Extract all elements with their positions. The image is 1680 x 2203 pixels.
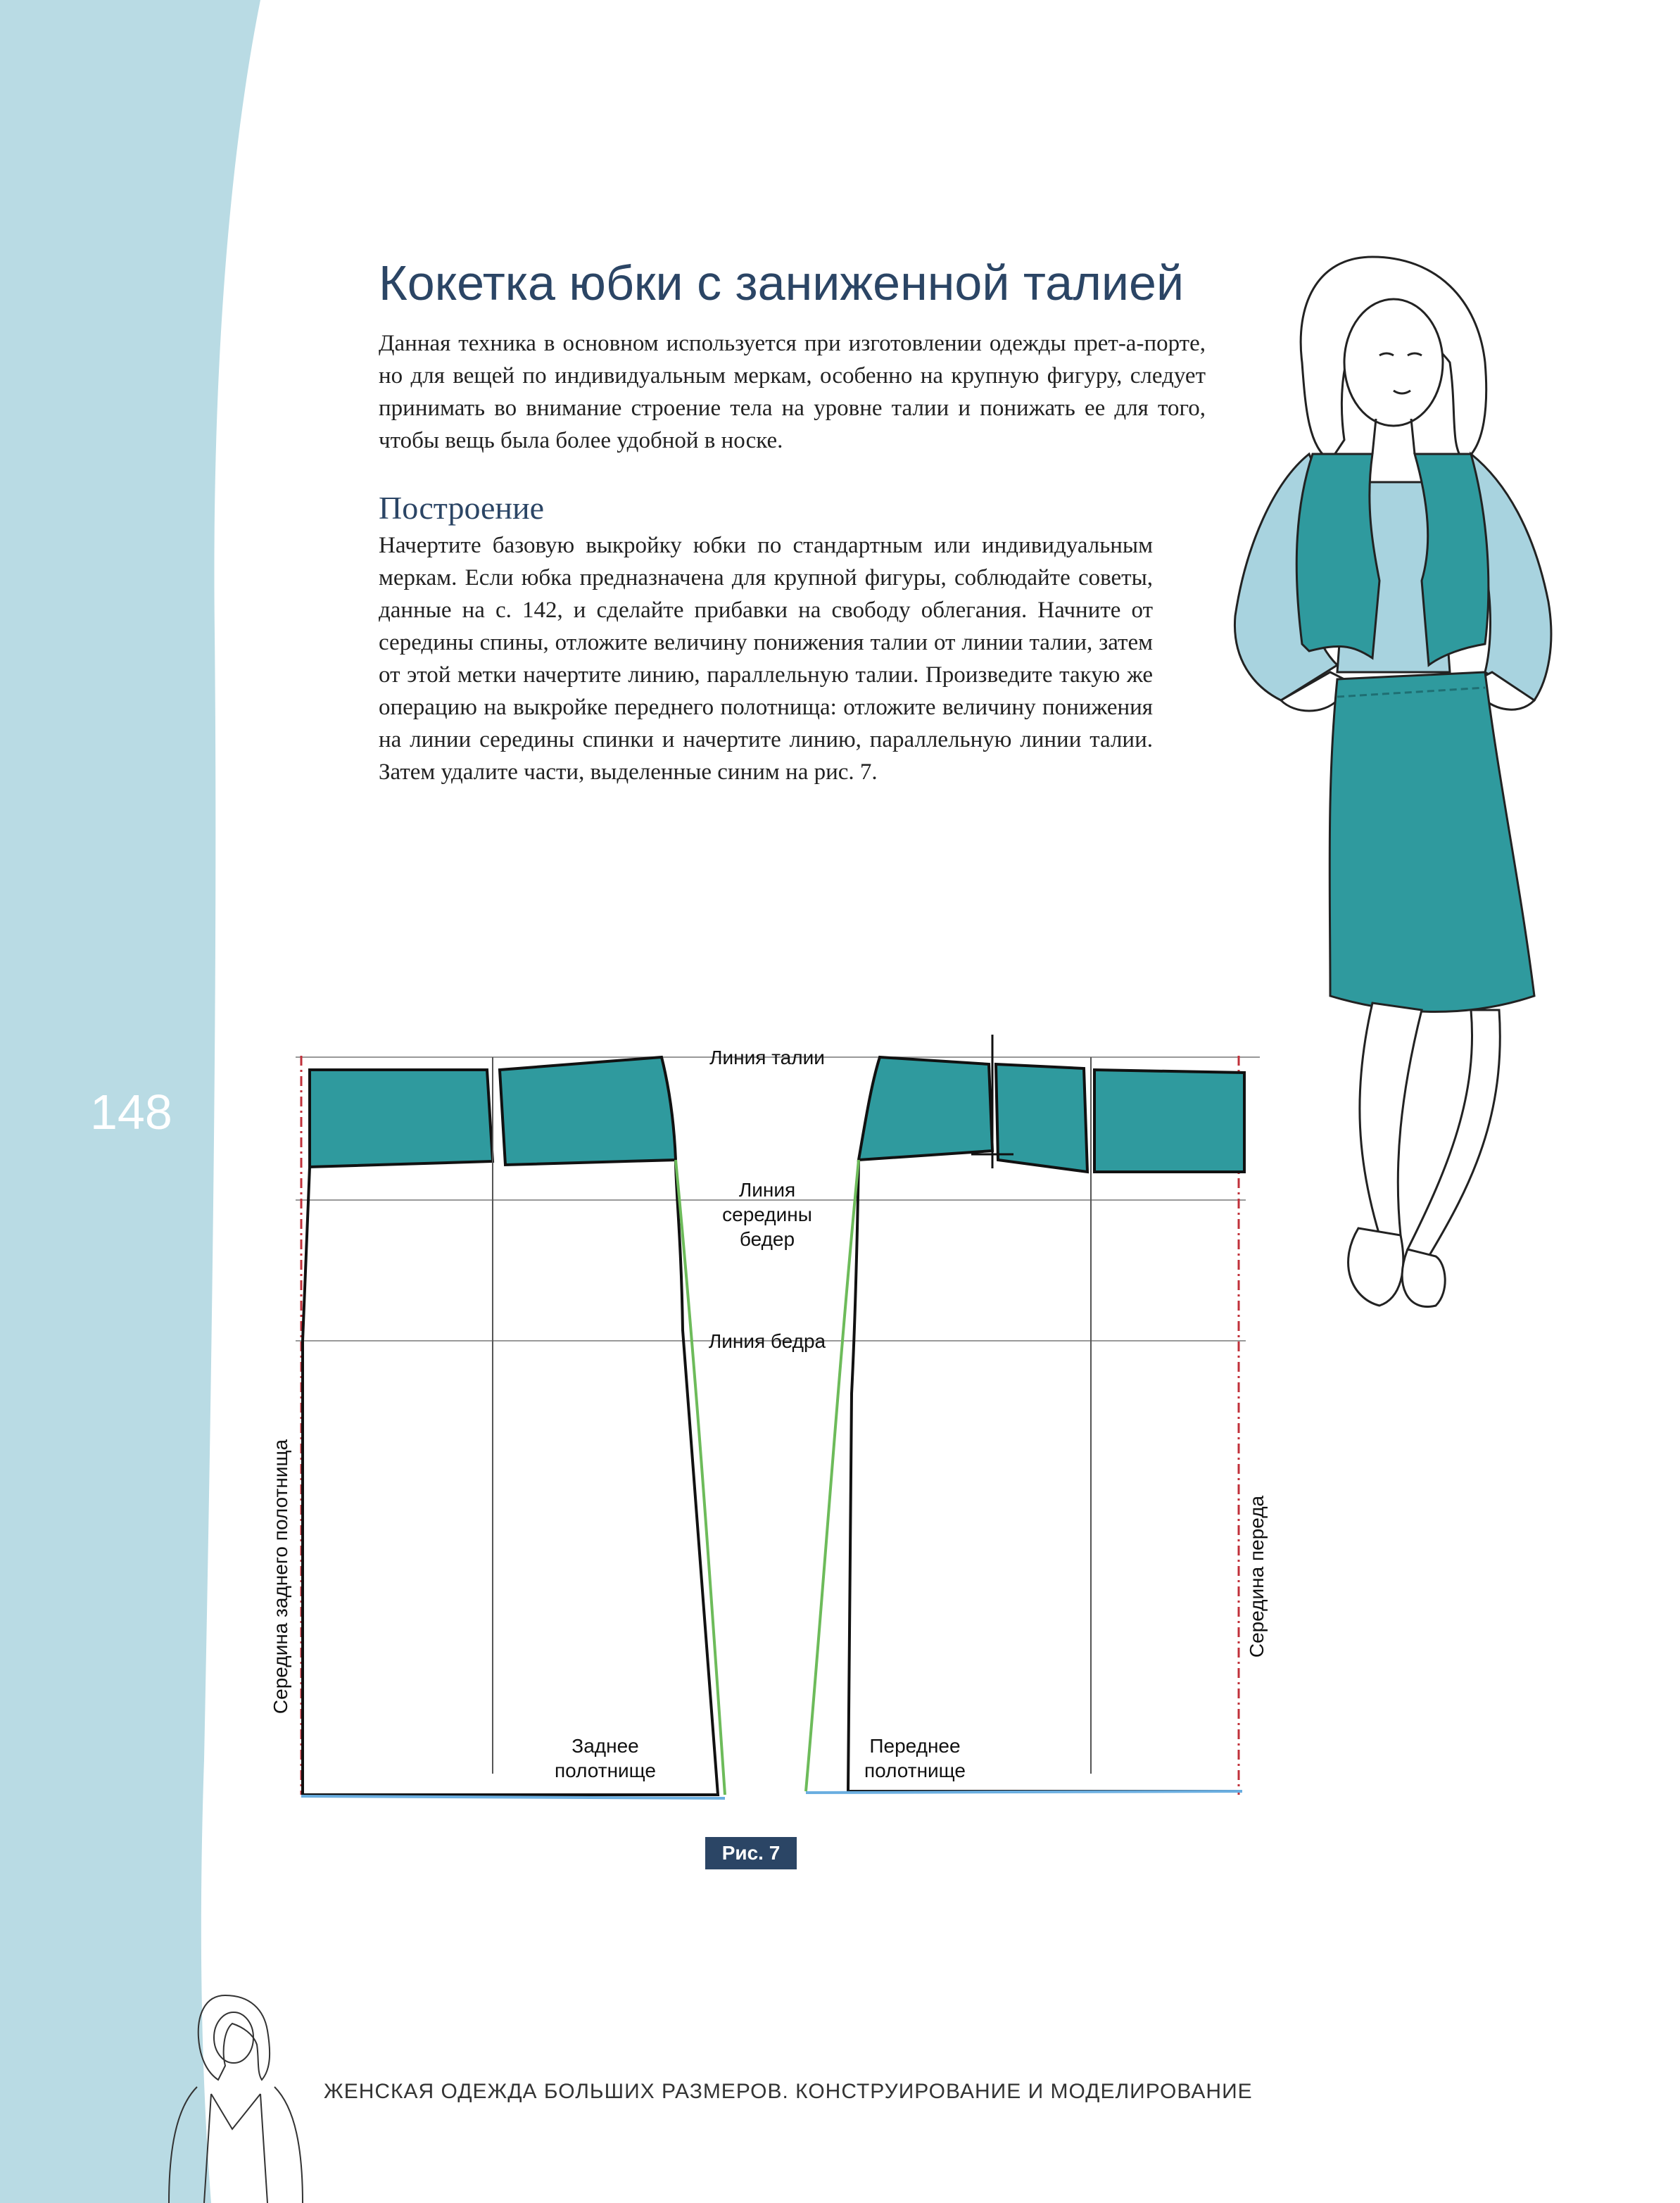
back-center-label: Середина заднего полотнища [270,1439,291,1715]
back-panel-outline [303,1160,718,1795]
back-yoke-right [500,1057,676,1165]
front-yoke-left [859,1057,992,1160]
page-number: 148 [90,1085,172,1140]
mid-hip-label-1: Линия [738,1179,796,1201]
intro-paragraph: Данная техника в основном используется при изготовлении одежды прет-а-порте, но для вещей по индивидуальным меркам, особенно на крупную фигуру, следует принимать во внимание строение тела на уровне талии и понижать ее для того, чтобы вещь была более удобной в носке. [379,331,1206,453]
back-hem [301,1796,725,1798]
mid-hip-label-2: середины [722,1204,812,1225]
front-center-label: Середина переда [1246,1495,1268,1658]
back-panel-label-1: Заднее [571,1735,639,1757]
skirt-pattern-diagram [260,1028,1274,1823]
mid-hip-label-3: бедер [739,1228,795,1250]
thumbnail-illustration [155,1988,317,2203]
section-subtitle: Построение [379,490,545,526]
figure-caption: Рис. 7 [705,1837,797,1869]
front-panel-outline [848,1160,1242,1791]
hip-line-label: Линия бедра [708,1330,826,1352]
footer-running-title: ЖЕНСКАЯ ОДЕЖДА БОЛЬШИХ РАЗМЕРОВ. КОНСТРУИРОВАНИЕ И МОДЕЛИРОВАНИЕ [324,2080,1253,2103]
front-hem [806,1791,1242,1793]
back-side-seam-green [676,1160,725,1795]
page-title: Кокетка юбки с заниженной талией [379,255,1185,310]
section-text: Начертите базовую выкройку юбки по стандартным или индивидуальным меркам. Если юбка предназначена для крупной фигуры, соблюдайте советы, данные на с. 142, и сделайте прибавки на свободу облегания. Начните от середины спины, отложите величину понижения талии от линии талии, затем от этой метки начертите линию, параллельную талии. Произведите такую же операцию на выкройке переднего полотнища: отложите величину понижения на линии середины спинки и начертите линию, параллельную линии талии. Затем удалите части, выделенные синим на рис. 7. [379,533,1153,785]
front-panel-label-2: полотнище [864,1760,966,1781]
back-panel-label-2: полотнище [555,1760,656,1781]
front-yoke-right [1094,1070,1244,1172]
back-yoke-left [310,1070,493,1167]
front-yoke-mid [996,1064,1087,1172]
front-panel-label-1: Переднее [869,1735,961,1757]
waist-line-label: Линия талии [709,1047,825,1068]
